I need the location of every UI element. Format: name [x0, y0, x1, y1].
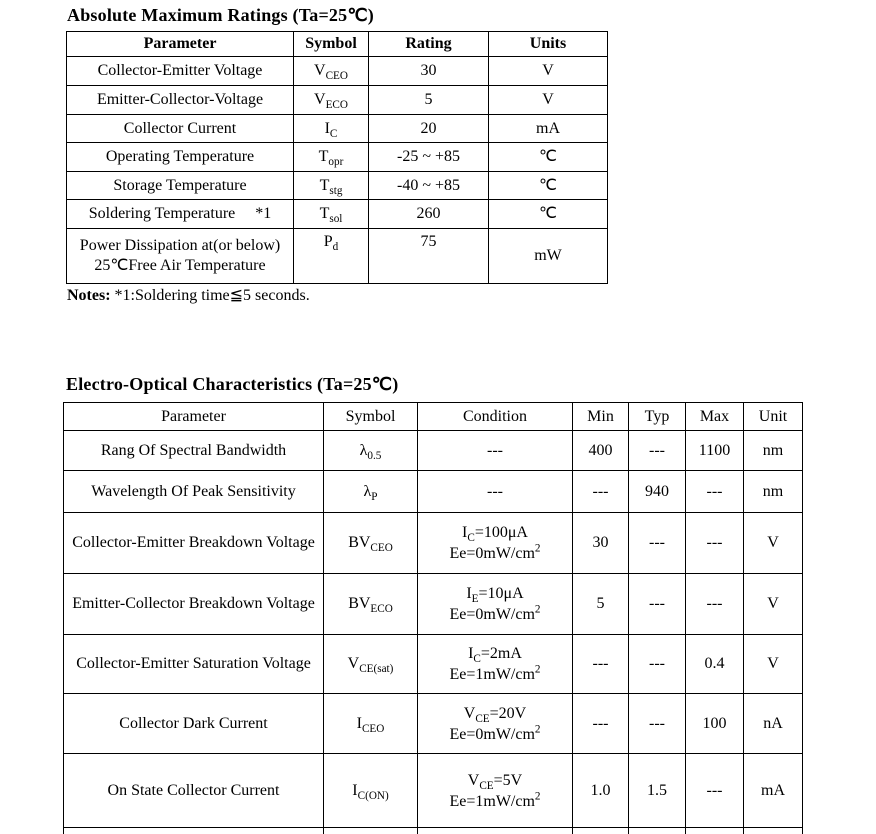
condition-cell	[418, 828, 573, 834]
condition-cell	[418, 574, 573, 635]
table-row	[64, 431, 803, 471]
table-row	[67, 57, 608, 86]
max-cell: 100	[686, 694, 744, 754]
max-cell: 0.4	[686, 635, 744, 694]
condition-line1: $I_C=2mA$	[468, 645, 522, 666]
column-header-condition: Condition	[418, 403, 573, 431]
absolute-maximum-ratings-title: Absolute Maximum Ratings (Ta=25℃)	[67, 5, 374, 25]
condition-line1: $V_{CE}=20V$	[463, 704, 527, 725]
min-cell	[573, 828, 629, 834]
units-cell: ℃	[489, 143, 608, 172]
parameter-cell: Operating Temperature	[67, 143, 294, 172]
units-cell: V	[489, 57, 608, 86]
unit-cell: mA	[744, 754, 803, 828]
units-cell: V	[489, 86, 608, 115]
symbol-cell: $T_{stg}$	[294, 172, 369, 200]
table-row	[64, 635, 803, 694]
symbol-cell: $\lambda_P$	[324, 471, 418, 513]
units-cell: ℃	[489, 172, 608, 200]
column-header-parameter: Parameter	[64, 403, 324, 431]
parameter-cell: Emitter-Collector-Voltage	[67, 86, 294, 115]
rating-cell: 30	[369, 57, 489, 86]
symbol-cell: $\lambda_{0.5}$	[324, 431, 418, 471]
symbol-cell: $I_{CEO}$	[324, 694, 418, 754]
parameter-line1: Power Dissipation at(or below)	[79, 237, 281, 254]
symbol-cell: $V_{CEO}$	[294, 57, 369, 86]
typ-cell	[629, 828, 686, 834]
symbol-cell: $I_C$	[294, 115, 369, 143]
footnote-text: *1:Soldering time≦5 seconds.	[110, 287, 310, 304]
typ-cell: ---	[629, 431, 686, 471]
parameter-cell: On State Collector Current	[64, 754, 324, 828]
parameter-cell: Collector-Emitter Voltage	[67, 57, 294, 86]
typ-cell: ---	[629, 694, 686, 754]
min-cell: ---	[573, 635, 629, 694]
min-cell: ---	[573, 694, 629, 754]
symbol-cell	[324, 828, 418, 834]
condition-line1: $V_{CE}=5V$	[467, 771, 523, 792]
condition-cell	[418, 754, 573, 828]
table-row	[67, 115, 608, 143]
parameter-label: Soldering Temperature	[88, 205, 236, 222]
column-header-min: Min	[573, 403, 629, 431]
rating-cell: 5	[369, 86, 489, 115]
max-cell: ---	[686, 471, 744, 513]
condition-line2: $Ee=0mW/cm^2$	[449, 723, 541, 743]
condition-cell	[418, 635, 573, 694]
table-row	[64, 694, 803, 754]
absolute-maximum-ratings-table	[66, 31, 608, 284]
parameter-cell: Collector-Emitter Breakdown Voltage	[64, 513, 324, 574]
rating-cell: 20	[369, 115, 489, 143]
parameter-cell	[67, 229, 294, 284]
rating-cell: -25 ~ +85	[369, 143, 489, 172]
parameter-cell: Wavelength Of Peak Sensitivity	[64, 471, 324, 513]
column-header-max: Max	[686, 403, 744, 431]
max-cell	[686, 828, 744, 834]
column-header-units: Units	[489, 32, 608, 57]
table-row	[64, 754, 803, 828]
unit-cell: V	[744, 513, 803, 574]
condition-line2: $Ee=1mW/cm^2$	[449, 663, 541, 683]
condition-line2: $Ee=0mW/cm^2$	[449, 603, 541, 623]
rating-cell: 260	[369, 200, 489, 229]
min-cell: 400	[573, 431, 629, 471]
symbol-cell: $P_d$	[294, 229, 369, 284]
symbol-cell: $V_{ECO}$	[294, 86, 369, 115]
table-header-row	[64, 403, 803, 431]
parameter-cell: Emitter-Collector Breakdown Voltage	[64, 574, 324, 635]
unit-cell	[744, 828, 803, 834]
table-row	[67, 229, 608, 284]
table-header-row	[67, 32, 608, 57]
unit-cell: nm	[744, 471, 803, 513]
min-cell: 30	[573, 513, 629, 574]
table-row	[64, 471, 803, 513]
column-header-parameter: Parameter	[67, 32, 294, 57]
parameter-cell: Collector Dark Current	[64, 694, 324, 754]
condition-line2: $Ee=0mW/cm^2$	[449, 542, 541, 562]
table-row	[67, 86, 608, 115]
max-cell: ---	[686, 754, 744, 828]
condition-cell: ---	[418, 431, 573, 471]
footnote-marker: *1	[255, 205, 272, 222]
condition-line1: $I_C=100\mu A$	[462, 524, 528, 545]
parameter-cell	[64, 828, 324, 834]
typ-cell: 1.5	[629, 754, 686, 828]
parameter-cell	[67, 200, 294, 229]
footnote-label: Notes:	[67, 287, 111, 304]
symbol-cell: $BV_{CEO}$	[324, 513, 418, 574]
table-row-clipped	[64, 828, 803, 834]
table-row	[64, 513, 803, 574]
symbol-cell: $BV_{ECO}$	[324, 574, 418, 635]
rating-cell: -40 ~ +85	[369, 172, 489, 200]
max-cell: ---	[686, 574, 744, 635]
symbol-cell: $T_{opr}$	[294, 143, 369, 172]
footnote	[67, 285, 310, 305]
unit-cell: V	[744, 574, 803, 635]
table-row	[67, 200, 608, 229]
parameter-cell: Storage Temperature	[67, 172, 294, 200]
unit-cell: nm	[744, 431, 803, 471]
condition-cell: ---	[418, 471, 573, 513]
unit-cell: V	[744, 635, 803, 694]
symbol-cell: $I_{C(ON)}$	[324, 754, 418, 828]
column-header-unit: Unit	[744, 403, 803, 431]
table-row	[67, 172, 608, 200]
symbol-cell: $T_{sol}$	[294, 200, 369, 229]
max-cell: 1100	[686, 431, 744, 471]
electro-optical-characteristics-table	[63, 402, 803, 834]
condition-cell	[418, 513, 573, 574]
parameter-cell: Collector-Emitter Saturation Voltage	[64, 635, 324, 694]
min-cell: 5	[573, 574, 629, 635]
condition-line2: $Ee=1mW/cm^2$	[449, 790, 541, 810]
typ-cell: ---	[629, 574, 686, 635]
min-cell: ---	[573, 471, 629, 513]
parameter-cell: Rang Of Spectral Bandwidth	[64, 431, 324, 471]
units-cell: mW	[489, 229, 608, 284]
column-header-symbol: Symbol	[324, 403, 418, 431]
condition-line1: $I_E=10\mu A$	[466, 585, 524, 606]
column-header-typ: Typ	[629, 403, 686, 431]
units-cell: mA	[489, 115, 608, 143]
electro-optical-characteristics-title: Electro-Optical Characteristics (Ta=25℃)	[66, 374, 399, 394]
max-cell: ---	[686, 513, 744, 574]
typ-cell: ---	[629, 635, 686, 694]
rating-cell: 75	[369, 229, 489, 284]
column-header-symbol: Symbol	[294, 32, 369, 57]
units-cell: ℃	[489, 200, 608, 229]
table-row	[67, 143, 608, 172]
column-header-rating: Rating	[369, 32, 489, 57]
condition-cell	[418, 694, 573, 754]
typ-cell: ---	[629, 513, 686, 574]
parameter-cell: Collector Current	[67, 115, 294, 143]
min-cell: 1.0	[573, 754, 629, 828]
table-row	[64, 574, 803, 635]
typ-cell: 940	[629, 471, 686, 513]
parameter-line2: 25℃Free Air Temperature	[94, 257, 266, 274]
unit-cell: nA	[744, 694, 803, 754]
symbol-cell: $V_{CE(sat)}$	[324, 635, 418, 694]
